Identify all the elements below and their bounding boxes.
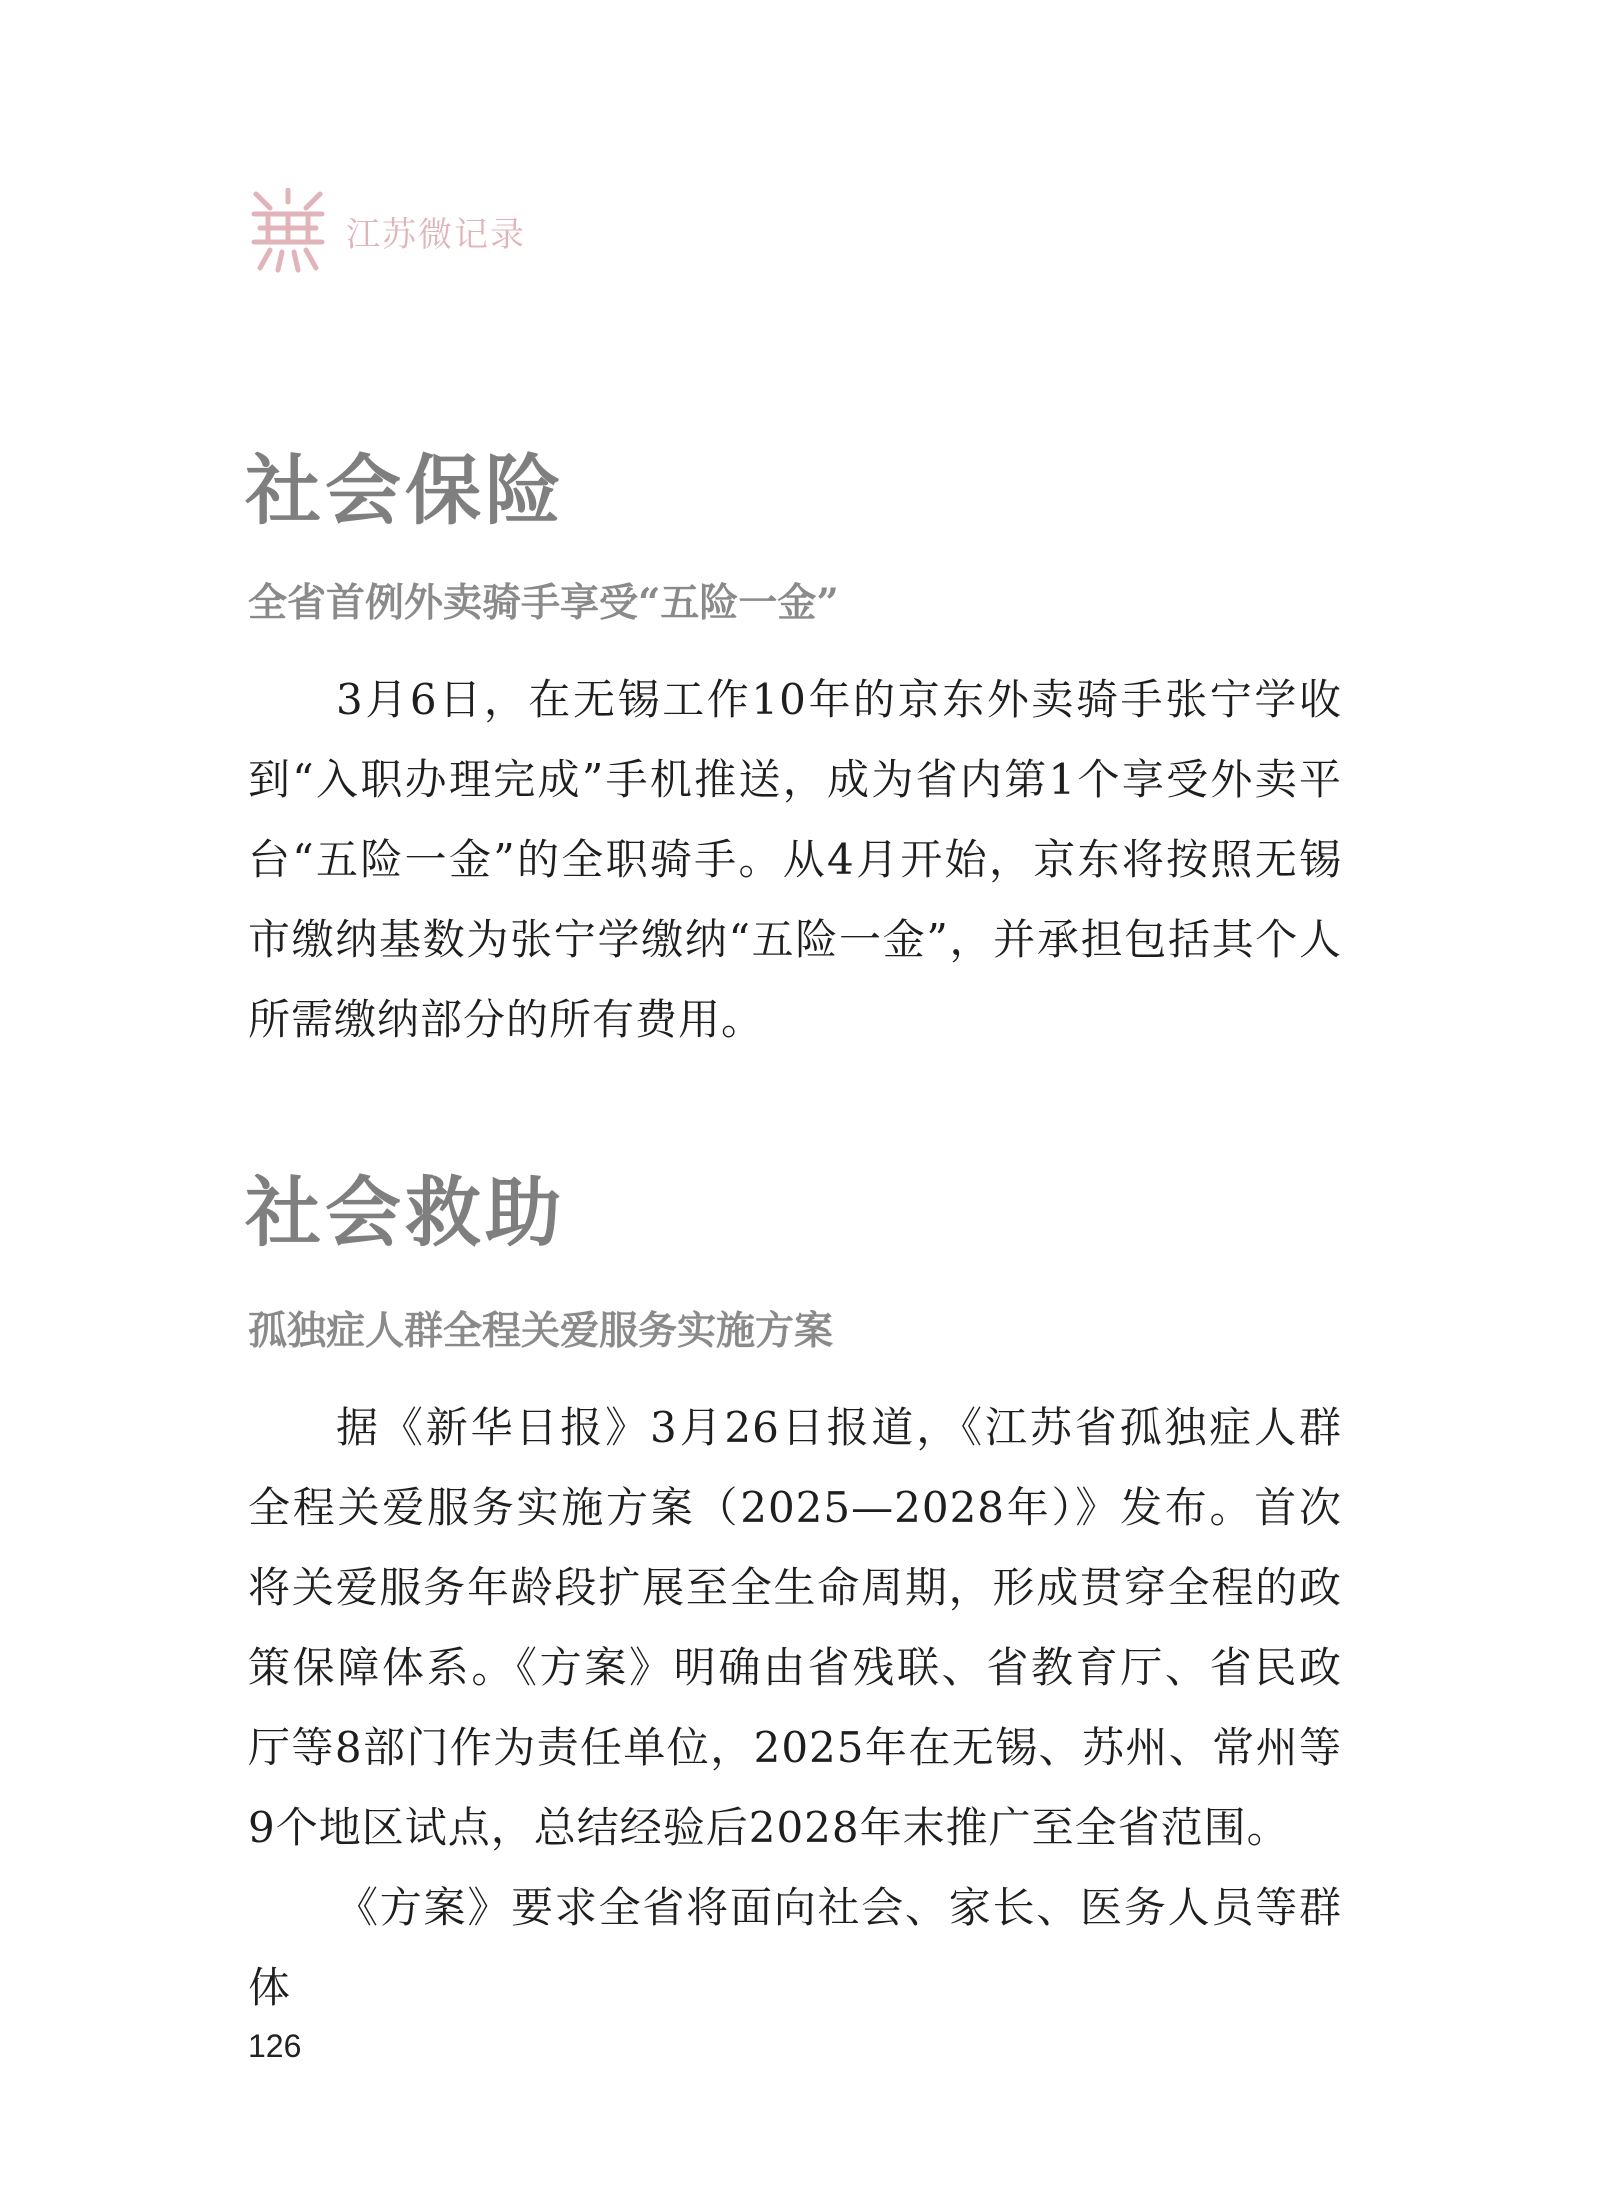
page-number: 126 — [248, 2028, 302, 2064]
article-title-autism-care: 孤独症人群全程关爱服务实施方案 — [248, 1308, 834, 1354]
brand-emblem-icon — [248, 188, 328, 274]
article-paragraph: 3月6日，在无锡工作10年的京东外卖骑手张宁学收到“入职办理完成”手机推送，成为省内第1个享受外卖平台“五险一金”的全职骑手。从4月开始，京东将按照无锡市缴纳基数为张宁学缴纳“五险一金”，并承担包括其个人所需缴纳部分的所有费用。 — [248, 675, 1342, 1044]
brand-header — [248, 186, 526, 276]
brand-name: 江苏微记录 — [346, 214, 526, 255]
article-paragraph: 《方案》要求全省将面向社会、家长、医务人员等群体 — [248, 1883, 1342, 2012]
article-paragraph: 据《新华日报》3月26日报道，《江苏省孤独症人群全程关爱服务实施方案（2025—2028年）》发布。首次将关爱服务年龄段扩展至全生命周期，形成贯穿全程的政策保障体系。《方案》明确由省残联、省教育厅、省民政厅等8部门作为责任单位，2025年在无锡、苏州、常州等9个地区试点，总结经验后2028年末推广至全省范围。 — [248, 1403, 1342, 1852]
section-title-social-insurance: 社会保险 — [245, 446, 565, 535]
article-title-delivery-rider: 全省首例外卖骑手享受“五险一金” — [248, 580, 839, 626]
section-title-social-assistance: 社会救助 — [245, 1168, 565, 1257]
